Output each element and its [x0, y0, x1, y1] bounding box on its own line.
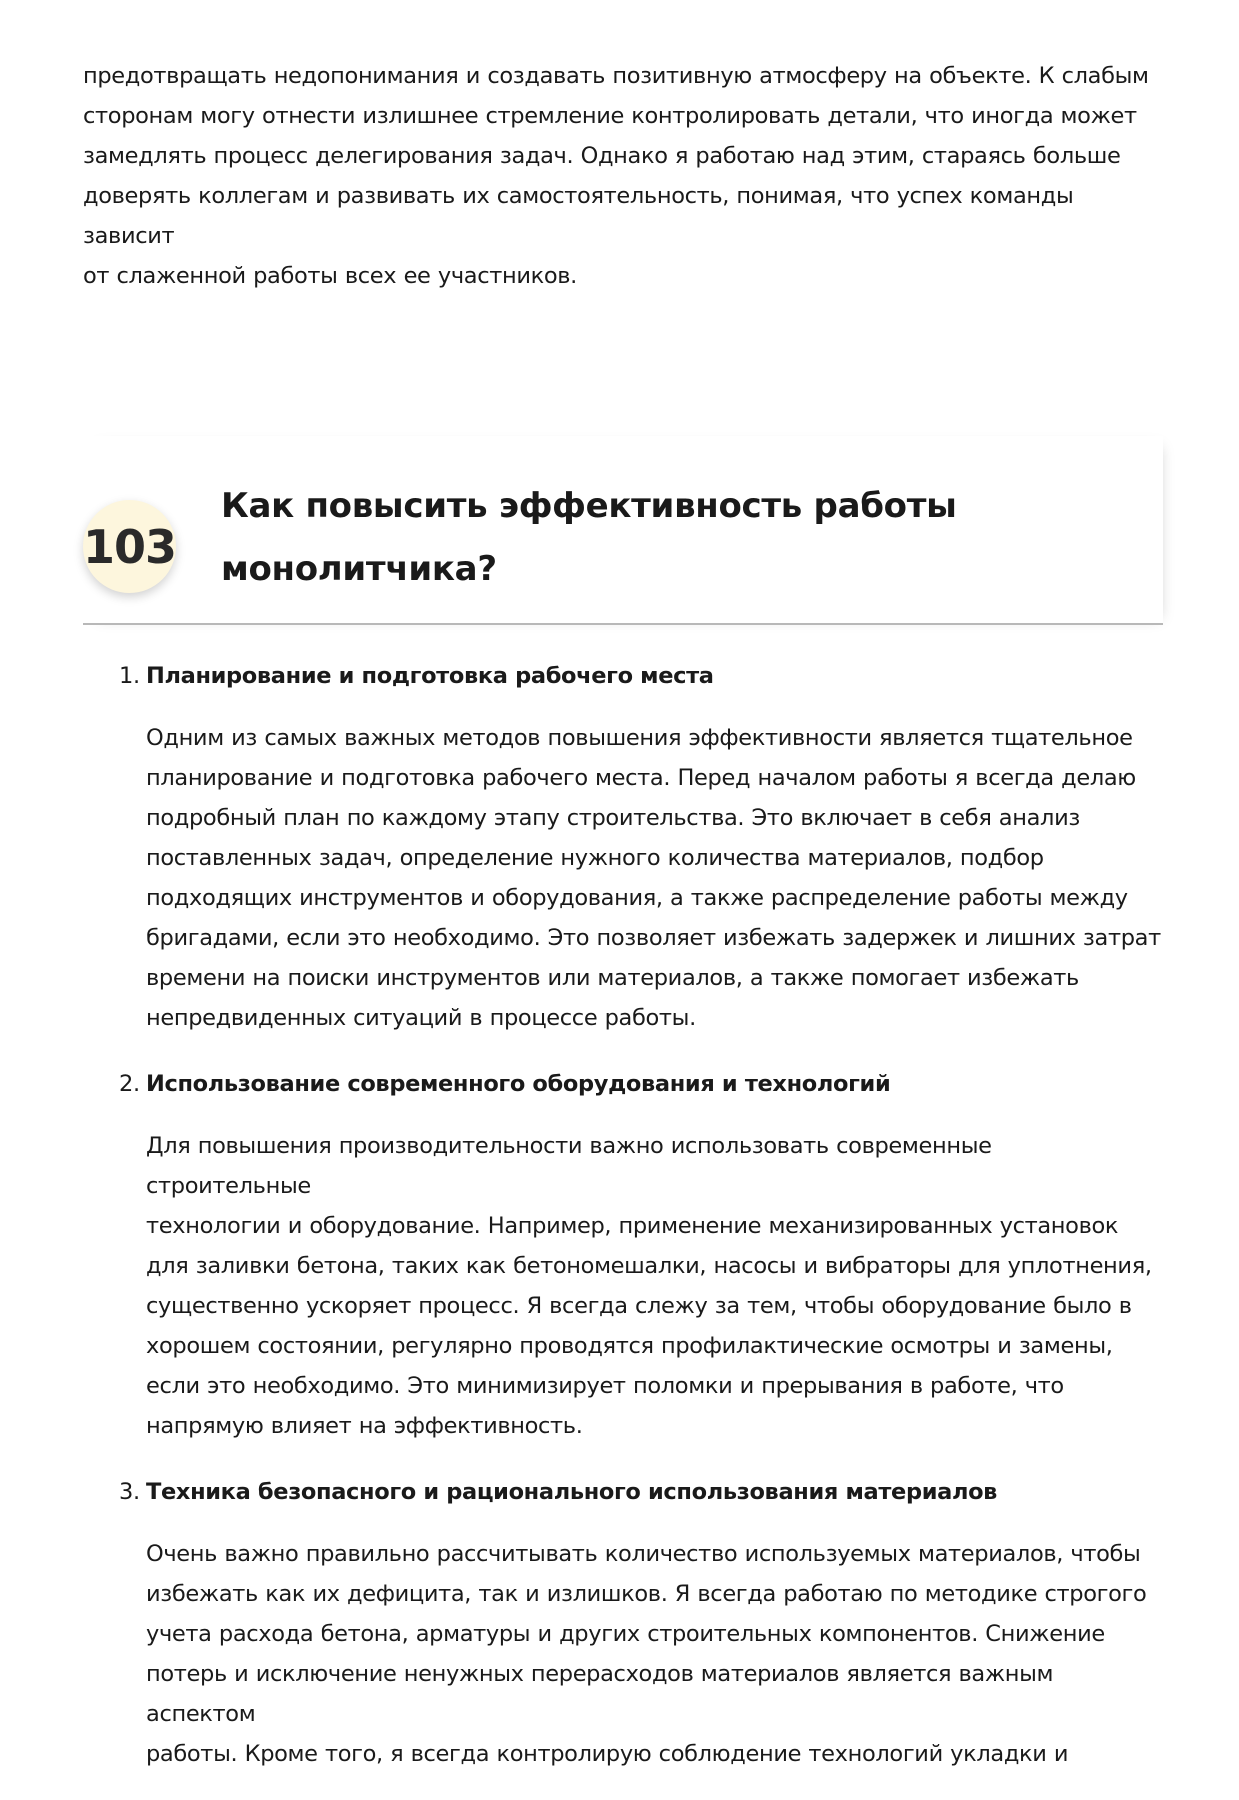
- body-line: Очень важно правильно рассчитывать количество используемых материалов, чтобы: [146, 1541, 1141, 1567]
- body-line: непредвиденных ситуаций в процессе работы.: [146, 1005, 696, 1031]
- intro-line: замедлять процесс делегирования задач. Однако я работаю над этим, стараясь больше: [83, 143, 1121, 169]
- intro-line: предотвращать недопонимания и создавать позитивную атмосферу на объекте. К слабым: [83, 63, 1149, 89]
- section-heading: [83, 1064, 1163, 1104]
- section-number: 2 .: [119, 1064, 140, 1104]
- body-line: поставленных задач, определение нужного количества материалов, подбор: [146, 845, 1044, 871]
- body-line: избежать как их дефицита, так и излишков. Я всегда работаю по методике строгого: [146, 1581, 1147, 1607]
- body-line: Для повышения производительности важно использовать современные строительные: [146, 1133, 992, 1199]
- intro-paragraph: [83, 56, 1163, 296]
- section-heading-text: Использование современного оборудования и технологий: [146, 1071, 891, 1097]
- body-line: хорошем состоянии, регулярно проводятся профилактические осмотры и замены,: [146, 1333, 1113, 1359]
- intro-line: сторонам могу отнести излишнее стремление контролировать детали, что иногда может: [83, 103, 1137, 129]
- question-title: [221, 475, 981, 601]
- body-line: технологии и оборудование. Например, применение механизированных установок: [146, 1213, 1119, 1239]
- section-body: [146, 1534, 1163, 1774]
- body-line: работы. Кроме того, я всегда контролирую соблюдение технологий укладки и: [146, 1741, 1069, 1767]
- question-number-badge: 103: [83, 500, 176, 593]
- answer-list: [83, 656, 1163, 1800]
- body-line: учета расхода бетона, арматуры и других строительных компонентов. Снижение: [146, 1621, 1105, 1647]
- section-number: 1 .: [119, 656, 140, 696]
- intro-line: от слаженной работы всех ее участников.: [83, 263, 577, 289]
- list-item: [83, 1472, 1163, 1774]
- section-body: [146, 718, 1163, 1038]
- intro-line: доверять коллегам и развивать их самостоятельность, понимая, что успех команды зависит: [83, 183, 1074, 249]
- body-line: планирование и подготовка рабочего места. Перед началом работы я всегда делаю: [146, 765, 1136, 791]
- body-line: потерь и исключение ненужных перерасходов материалов является важным аспектом: [146, 1661, 1054, 1727]
- section-heading-text: Техника безопасного и рационального использования материалов: [146, 1479, 998, 1505]
- body-line: существенно ускоряет процесс. Я всегда слежу за тем, чтобы оборудование было в: [146, 1293, 1132, 1319]
- question-header: [83, 436, 1163, 625]
- question-title-line: Как повысить эффективность работы: [221, 486, 957, 526]
- body-line: подробный план по каждому этапу строительства. Это включает в себя анализ: [146, 805, 1080, 831]
- section-heading: [83, 1472, 1163, 1512]
- body-line: бригадами, если это необходимо. Это позволяет избежать задержек и лишних затрат: [146, 925, 1161, 951]
- section-heading: [83, 656, 1163, 696]
- document-page: [82, 56, 1163, 1767]
- body-line: если это необходимо. Это минимизирует поломки и прерывания в работе, что: [146, 1373, 1064, 1399]
- section-heading-text: Планирование и подготовка рабочего места: [146, 663, 714, 689]
- body-line: Одним из самых важных методов повышения эффективности является тщательное: [146, 725, 1133, 751]
- body-line: напрямую влияет на эффективность.: [146, 1413, 583, 1439]
- list-item: [83, 1064, 1163, 1446]
- body-line: времени на поиски инструментов или материалов, а также помогает избежать: [146, 965, 1079, 991]
- section-number: 3 .: [119, 1472, 140, 1512]
- section-body: [146, 1126, 1163, 1446]
- question-title-line: монолитчика?: [221, 549, 497, 589]
- body-line: для заливки бетона, таких как бетономешалки, насосы и вибраторы для уплотнения,: [146, 1253, 1152, 1279]
- body-line: подходящих инструментов и оборудования, а также распределение работы между: [146, 885, 1128, 911]
- list-item: [83, 656, 1163, 1038]
